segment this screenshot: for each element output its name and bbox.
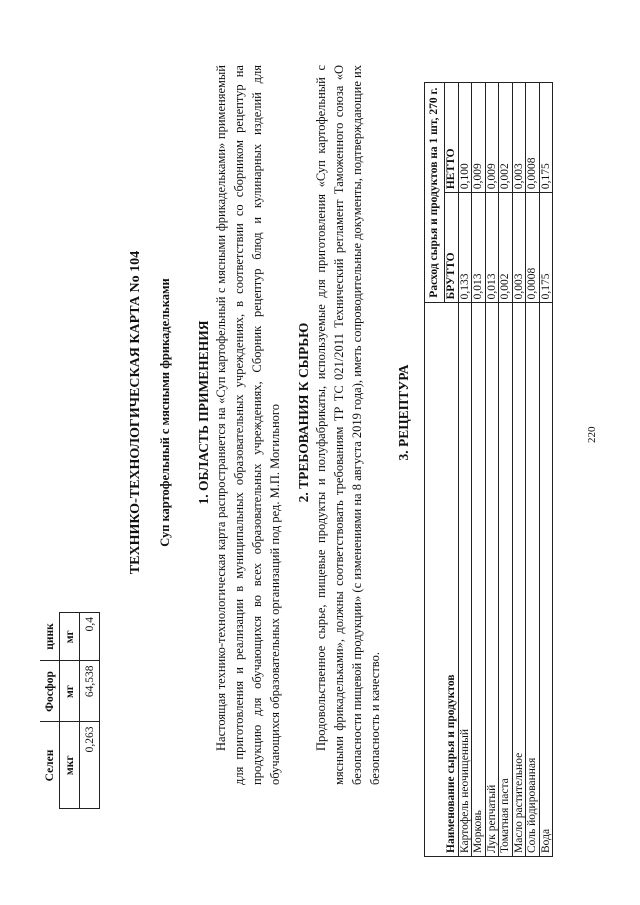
document-title: ТЕХНИКО-ТЕХНОЛОГИЧЕСКАЯ КАРТА No 104 [128, 250, 143, 575]
table-row [485, 83, 499, 857]
table-row [499, 83, 513, 857]
recipe-col-netto: НЕТТО [445, 83, 459, 193]
paragraph: Настоящая технико-технологическая карта распространяется на «Суп картофельный с мясными фрикадельками» применяемый для приготовления и реализации в муниципальных образовательных учреждениях, в соответствии со сборником рецептур на продукцию для обучающихся во всех образовательных учреждениях, Сборник рецептур блюд и кулинарных изделий для обучающихся образовательных организаций под ред. М.П. Могильного [214, 65, 282, 785]
recipe-netto-cell: 0,175 [539, 83, 553, 193]
recipe-brutto-cell: 0,0008 [526, 193, 540, 303]
recipe-table [424, 82, 553, 857]
section-heading: 3. РЕЦЕПТУРА [396, 364, 411, 461]
table-row [526, 83, 540, 857]
recipe-name-cell: Лук репчатый [485, 303, 499, 857]
section-text [312, 65, 384, 785]
recipe-name-cell: Томатная паста [499, 303, 513, 857]
recipe-netto-cell: 0,009 [485, 83, 499, 193]
recipe-netto-cell: 0,002 [499, 83, 513, 193]
recipe-netto-cell: 0,003 [512, 83, 526, 193]
nutrient-header: Фосфор [40, 661, 60, 722]
recipe-col-name: Наименование сырья и продуктов [425, 303, 459, 857]
nutrient-unit: мкг [60, 722, 80, 809]
nutrient-table [40, 612, 100, 809]
section-heading: 1. ОБЛАСТЬ ПРИМЕНЕНИЯ [196, 320, 211, 505]
table-row [539, 83, 553, 857]
paragraph: Продовольственное сырье, пищевые продукты и полуфабрикаты, используемые для приготовления «Суп картофельный с мясными фрикадельками», должны соответствовать требованиям ТР ТС 021/2011 Технический регламент Таможенного союза «О безопасности пищевой продукции» (с изменениями на 8 августа 2019 года), иметь сопроводительные документы, подтверждающие их безопасность и качество. [314, 65, 382, 785]
recipe-col-group: Расход сырья и продуктов на 1 шт, 270 г. [425, 83, 445, 303]
recipe-name-cell: Соль йодированная [526, 303, 540, 857]
nutrient-header: цинк [40, 613, 60, 662]
section-text [212, 65, 284, 785]
nutrient-value: 0,4 [80, 613, 100, 662]
table-row [458, 83, 472, 857]
recipe-name-cell: Вода [539, 303, 553, 857]
recipe-brutto-cell: 0,133 [458, 193, 472, 303]
recipe-name-cell: Масло растительное [512, 303, 526, 857]
recipe-name-cell: Морковь [472, 303, 486, 857]
nutrient-header: Селен [40, 722, 60, 809]
recipe-brutto-cell: 0,175 [539, 193, 553, 303]
nutrient-unit: мг [60, 661, 80, 722]
nutrient-value: 64,538 [80, 661, 100, 722]
dish-name: Суп картофельный с мясными фрикадельками [158, 278, 172, 547]
recipe-netto-cell: 0,100 [458, 83, 472, 193]
page-number: 220 [586, 426, 598, 443]
nutrient-unit: мг [60, 613, 80, 662]
recipe-netto-cell: 0,0008 [526, 83, 540, 193]
nutrient-value: 0,263 [80, 722, 100, 809]
recipe-col-brutto: БРУТТО [445, 193, 459, 303]
recipe-brutto-cell: 0,002 [499, 193, 513, 303]
table-row [472, 83, 486, 857]
recipe-brutto-cell: 0,003 [512, 193, 526, 303]
table-row [512, 83, 526, 857]
recipe-brutto-cell: 0,013 [472, 193, 486, 303]
recipe-brutto-cell: 0,013 [485, 193, 499, 303]
recipe-netto-cell: 0,009 [472, 83, 486, 193]
recipe-name-cell: Картофель неочищенный [458, 303, 472, 857]
section-heading: 2. ТРЕБОВАНИЯ К СЫРЬЮ [296, 322, 311, 503]
